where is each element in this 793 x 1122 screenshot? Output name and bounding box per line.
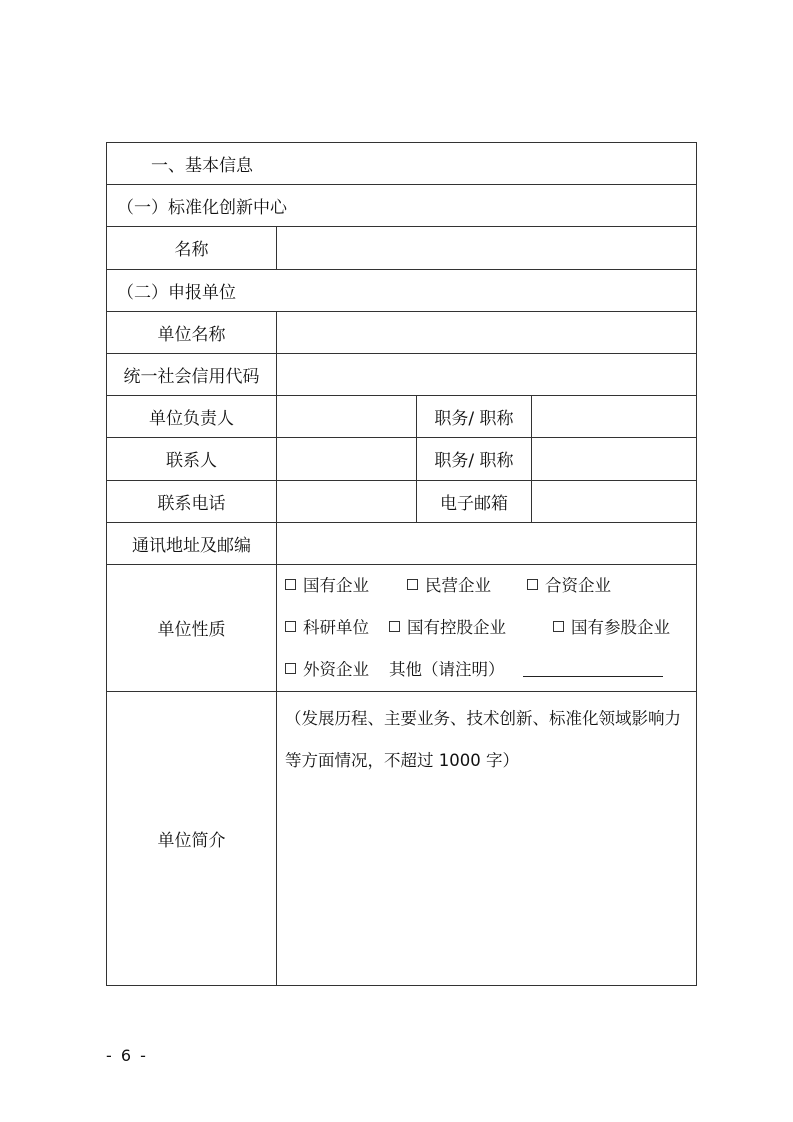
- applicant-heading-row: [107, 269, 697, 311]
- phone-row: [107, 480, 697, 522]
- email-label: 电子邮箱: [417, 480, 532, 522]
- address-row: [107, 522, 697, 564]
- address-field[interactable]: [277, 522, 697, 564]
- contact-label: 联系人: [107, 438, 277, 480]
- checkbox-icon[interactable]: [527, 579, 538, 590]
- checkbox-icon[interactable]: [285, 663, 296, 674]
- nature-option-state-controlled[interactable]: 国有控股企业: [389, 607, 553, 649]
- unit-name-label: 单位名称: [107, 311, 277, 353]
- intro-hint: （发展历程、主要业务、技术创新、标准化领域影响力等方面情况，不超过 1000 字）: [285, 708, 681, 770]
- nature-option-foreign[interactable]: 外资企业: [285, 649, 389, 691]
- checkbox-icon[interactable]: [285, 621, 296, 632]
- center-name-row: [107, 227, 697, 269]
- credit-code-row: [107, 353, 697, 395]
- nature-options: [277, 564, 697, 691]
- contact-row: [107, 438, 697, 480]
- section-title: 一、基本信息: [107, 143, 697, 185]
- nature-option-joint-venture[interactable]: 合资企业: [527, 565, 611, 607]
- contact-position-label: 职务/ 职称: [417, 438, 532, 480]
- center-name-field[interactable]: [277, 227, 697, 269]
- leader-position-field[interactable]: [532, 396, 697, 438]
- nature-option-private[interactable]: 民营企业: [407, 565, 527, 607]
- email-field[interactable]: [532, 480, 697, 522]
- center-heading: （一）标准化创新中心: [107, 185, 697, 227]
- checkbox-icon[interactable]: [553, 621, 564, 632]
- page-number: - 6 -: [106, 1046, 148, 1065]
- contact-position-field[interactable]: [532, 438, 697, 480]
- nature-option-state-owned[interactable]: 国有企业: [285, 565, 407, 607]
- checkbox-icon[interactable]: [407, 579, 418, 590]
- nature-line-2: [285, 607, 696, 649]
- nature-label: 单位性质: [107, 564, 277, 691]
- nature-other-blank[interactable]: [523, 658, 663, 677]
- phone-field[interactable]: [277, 480, 417, 522]
- unit-name-field[interactable]: [277, 311, 697, 353]
- applicant-heading: （二）申报单位: [107, 269, 697, 311]
- credit-code-label: 统一社会信用代码: [107, 353, 277, 395]
- phone-label: 联系电话: [107, 480, 277, 522]
- nature-option-research[interactable]: 科研单位: [285, 607, 389, 649]
- checkbox-icon[interactable]: [285, 579, 296, 590]
- nature-option-state-shareholding[interactable]: 国有参股企业: [553, 607, 670, 649]
- address-label: 通讯地址及邮编: [107, 522, 277, 564]
- nature-option-other[interactable]: 其他（请注明）: [389, 659, 505, 679]
- leader-label: 单位负责人: [107, 396, 277, 438]
- intro-label: 单位简介: [107, 691, 277, 985]
- center-name-label: 名称: [107, 227, 277, 269]
- leader-row: [107, 396, 697, 438]
- basic-info-form: [106, 142, 697, 986]
- checkbox-icon[interactable]: [389, 621, 400, 632]
- intro-field[interactable]: [277, 691, 697, 985]
- unit-name-row: [107, 311, 697, 353]
- credit-code-field[interactable]: [277, 353, 697, 395]
- intro-row: [107, 691, 697, 985]
- nature-line-1: [285, 565, 696, 607]
- contact-field[interactable]: [277, 438, 417, 480]
- nature-line-3: [285, 649, 696, 691]
- leader-position-label: 职务/ 职称: [417, 396, 532, 438]
- leader-field[interactable]: [277, 396, 417, 438]
- center-heading-row: [107, 185, 697, 227]
- section-title-row: [107, 143, 697, 185]
- nature-row: [107, 564, 697, 691]
